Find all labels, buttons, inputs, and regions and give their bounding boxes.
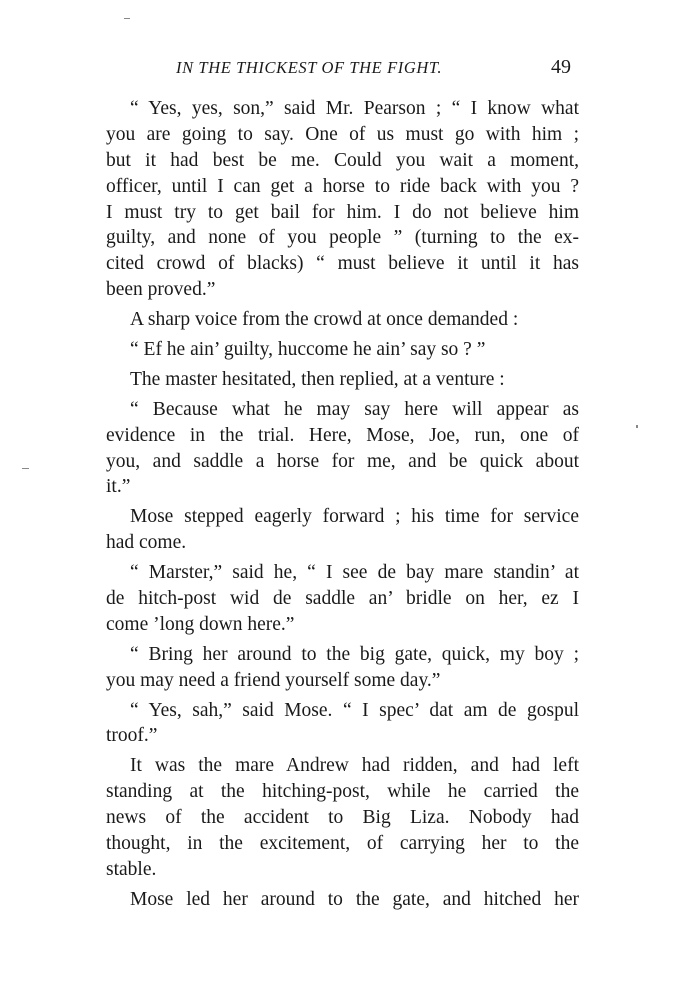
text-line: Mose led her around to the gate, and hitched her <box>130 888 579 910</box>
text-line: I must try to get bail for him. I do not believe him <box>106 201 579 223</box>
text-line: you may need a friend yourself some day.” <box>106 669 441 691</box>
text-line: “ Because what he may say here will appear as <box>130 398 579 420</box>
text-line: officer, until I can get a horse to ride back with you ? <box>106 175 579 197</box>
text-line: “ Ef he ain’ guilty, huccome he ain’ say so ? ” <box>130 339 486 361</box>
text-line: come ’long down here.” <box>106 613 295 635</box>
text-line: troof.” <box>106 725 158 747</box>
text-line: The master hesitated, then replied, at a venture : <box>130 368 505 390</box>
text-line: it.” <box>106 476 131 498</box>
body-text <box>106 96 579 913</box>
text-line: Mose stepped eagerly forward ; his time for service <box>130 506 579 528</box>
text-line: thought, in the excitement, of carrying her to the <box>106 833 579 855</box>
print-speck <box>124 18 130 19</box>
text-line: cited crowd of blacks) “ must believe it until it has <box>106 253 579 275</box>
text-line: “ Marster,” said he, “ I see de bay mare standin’ at <box>130 562 579 584</box>
running-title: IN THE THICKEST OF THE FIGHT. <box>176 58 443 77</box>
running-head <box>0 56 677 82</box>
text-line: stable. <box>106 858 157 880</box>
text-line: “ Yes, sah,” said Mose. “ I spec’ dat am de gospul <box>130 699 579 721</box>
text-line: de hitch-post wid de saddle an’ bridle on her, ez I <box>106 588 579 610</box>
text-line: standing at the hitching-post, while he carried the <box>106 781 579 803</box>
text-line: It was the mare Andrew had ridden, and had left <box>130 755 579 777</box>
text-line: “ Bring her around to the big gate, quick, my boy ; <box>130 643 579 665</box>
text-line: A sharp voice from the crowd at once demanded : <box>130 309 519 331</box>
print-speck <box>636 425 638 428</box>
text-line: evidence in the trial. Here, Mose, Joe, run, one of <box>106 424 579 446</box>
text-line: had come. <box>106 532 187 554</box>
text-line: news of the accident to Big Liza. Nobody had <box>106 807 579 829</box>
page-number: 49 <box>551 56 571 78</box>
text-line: you, and saddle a horse for me, and be quick about <box>106 450 579 472</box>
text-line: you are going to say. One of us must go with him ; <box>106 123 579 145</box>
text-line: guilty, and none of you people ” (turning to the ex- <box>106 227 579 249</box>
print-speck <box>22 468 29 469</box>
text-line: “ Yes, yes, son,” said Mr. Pearson ; “ I know what <box>130 98 579 119</box>
text-line: but it had best be me. Could you wait a moment, <box>106 149 579 171</box>
text-line: been proved.” <box>106 279 216 301</box>
